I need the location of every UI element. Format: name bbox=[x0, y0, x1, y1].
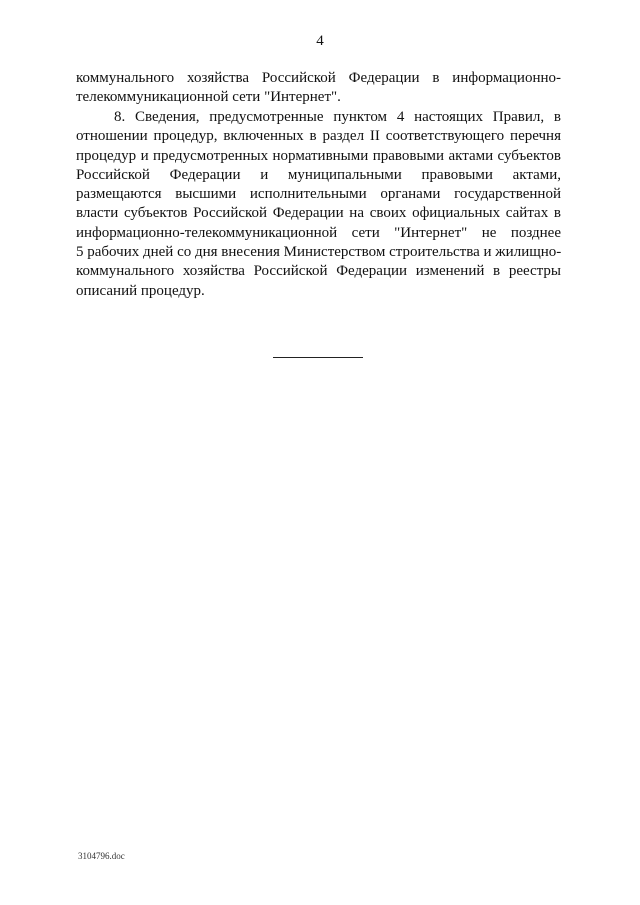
page-number: 4 bbox=[316, 33, 324, 49]
text-line: размещаются высшими исполнительными органами государственной bbox=[76, 186, 561, 203]
text-line: Российской Федерации и муниципальными правовыми актами, bbox=[76, 166, 561, 183]
text-line: коммунального хозяйства Российской Федерации изменений в реестры bbox=[76, 263, 561, 280]
text-line: описаний процедур. bbox=[76, 282, 205, 299]
paragraph-continuation bbox=[76, 69, 561, 108]
paragraph-8 bbox=[76, 108, 561, 301]
text-line: коммунального хозяйства Российской Федерации в информационно- bbox=[76, 70, 561, 86]
text-line: процедур и предусмотренных нормативными правовыми актами субъектов bbox=[76, 147, 561, 164]
end-separator-line bbox=[273, 357, 363, 358]
text-line: власти субъектов Российской Федерации на своих официальных сайтах в bbox=[76, 205, 561, 222]
text-line: 5 рабочих дней со дня внесения Министерством строительства и жилищно- bbox=[76, 244, 562, 261]
text-line: телекоммуникационной сети "Интернет". bbox=[76, 89, 341, 106]
text-line: 8. Сведения, предусмотренные пунктом 4 настоящих Правил, в bbox=[114, 109, 561, 125]
text-line: отношении процедур, включенных в раздел II соответствующего перечня bbox=[76, 128, 561, 145]
footer-filename: 3104796.doc bbox=[78, 851, 125, 861]
text-line: информационно-телекоммуникационной сети "Интернет" не позднее bbox=[76, 224, 561, 241]
